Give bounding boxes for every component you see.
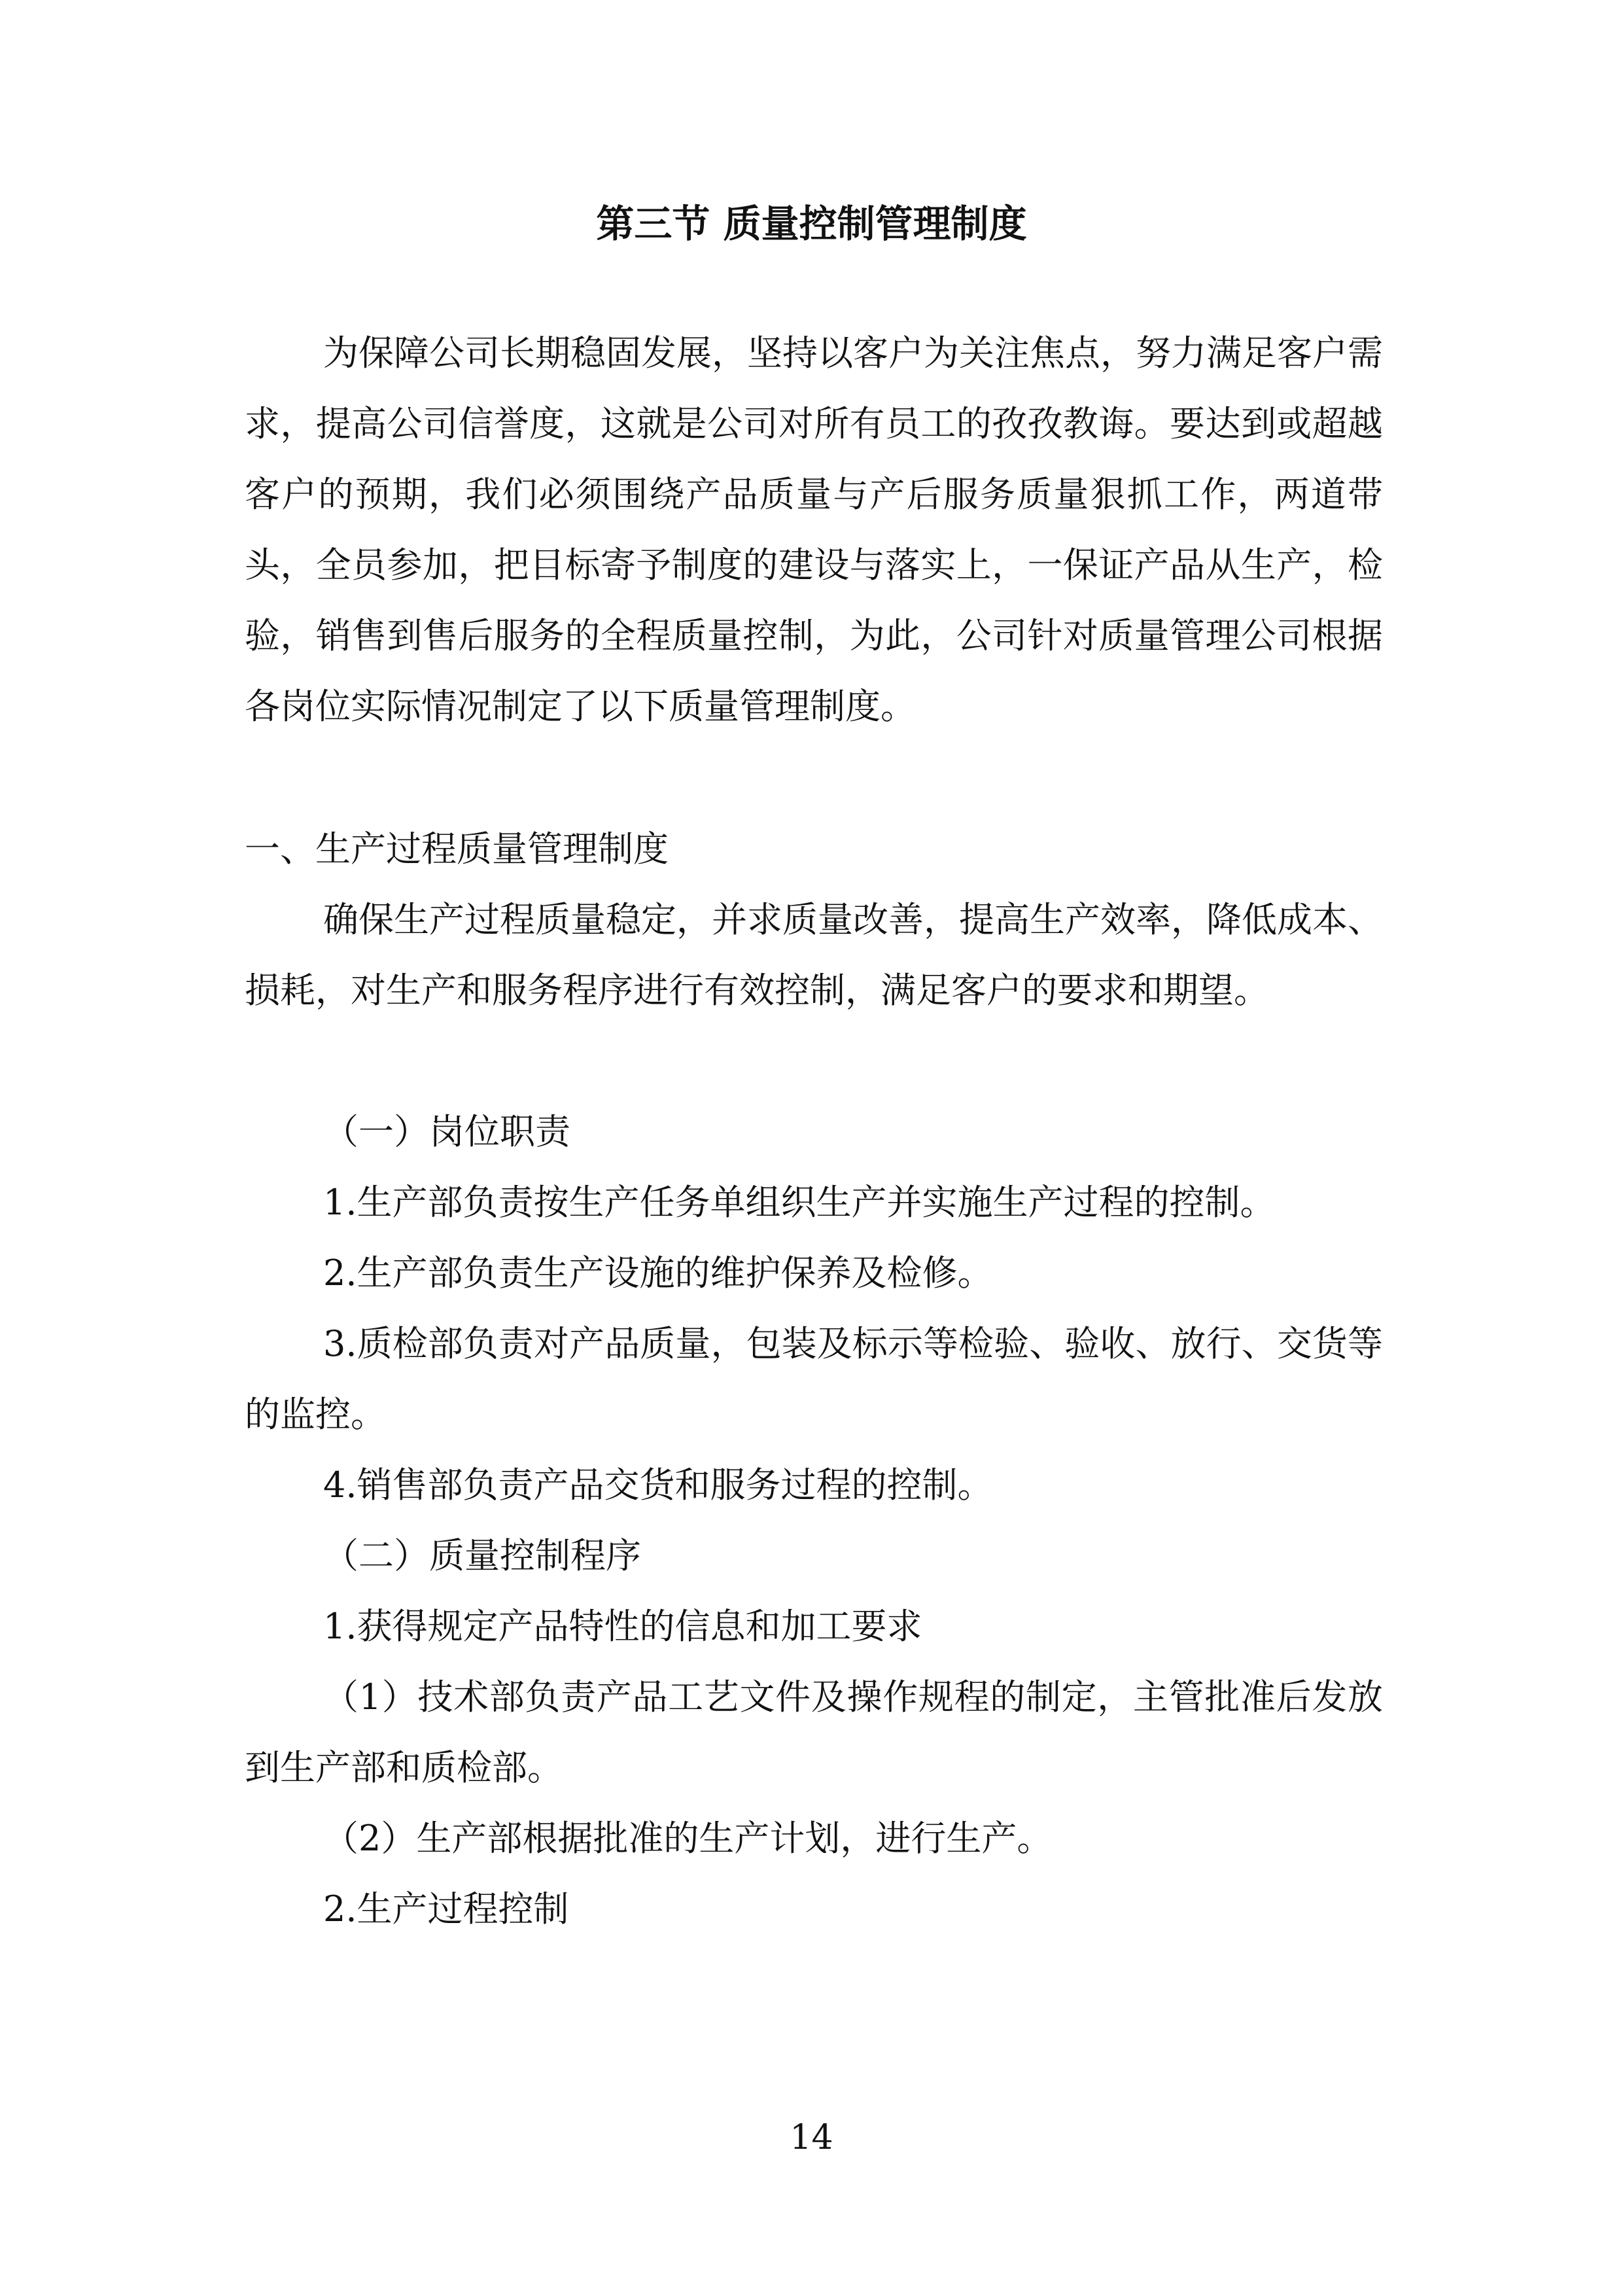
duty-item: 2.生产部负责生产设施的维护保养及检修。 <box>323 1252 993 1294</box>
duty-item: 1.生产部负责按生产任务单组织生产并实施生产过程的控制。 <box>323 1182 1276 1223</box>
section-title: 第三节 质量控制管理制度 <box>596 202 1027 246</box>
procedure-item: （2）生产部根据批准的生产计划，进行生产。 <box>323 1818 1053 1859</box>
section-purpose-paragraph: 确保生产过程质量稳定，并求质量改善，提高生产效率，降低成本、损耗，对生产和服务程序进行有效控制，满足客户的要求和期望。 <box>245 899 1383 1011</box>
section-heading-production: 一、生产过程质量管理制度 <box>245 828 669 870</box>
subsection-heading-procedure: （二）质量控制程序 <box>323 1535 641 1576</box>
procedure-item: （1）技术部负责产品工艺文件及操作规程的制定，主管批准后发放到生产部和质检部。 <box>245 1676 1383 1788</box>
intro-paragraph: 为保障公司长期稳固发展，坚持以客户为关注焦点，努力满足客户需求，提高公司信誉度，这就是公司对所有员工的孜孜教诲。要达到或超越客户的预期，我们必须围绕产品质量与产后服务质量狠抓工作，两道带头，全员参加，把目标寄予制度的建设与落实上，一保证产品从生产，检验，销售到售后服务的全程质量控制，为此，公司针对质量管理公司根据各岗位实际情况制定了以下质量管理制度。 <box>245 332 1383 727</box>
procedure-heading: 2.生产过程控制 <box>323 1888 569 1930</box>
duty-item: 4.销售部负责产品交货和服务过程的控制。 <box>323 1464 993 1506</box>
subsection-heading-duties: （一）岗位职责 <box>323 1111 570 1152</box>
procedure-heading: 1.获得规定产品特性的信息和加工要求 <box>323 1606 922 1647</box>
page-number: 14 <box>790 2118 833 2157</box>
duty-item: 3.质检部负责对产品质量，包装及标示等检验、验收、放行、交货等的监控。 <box>245 1323 1383 1435</box>
